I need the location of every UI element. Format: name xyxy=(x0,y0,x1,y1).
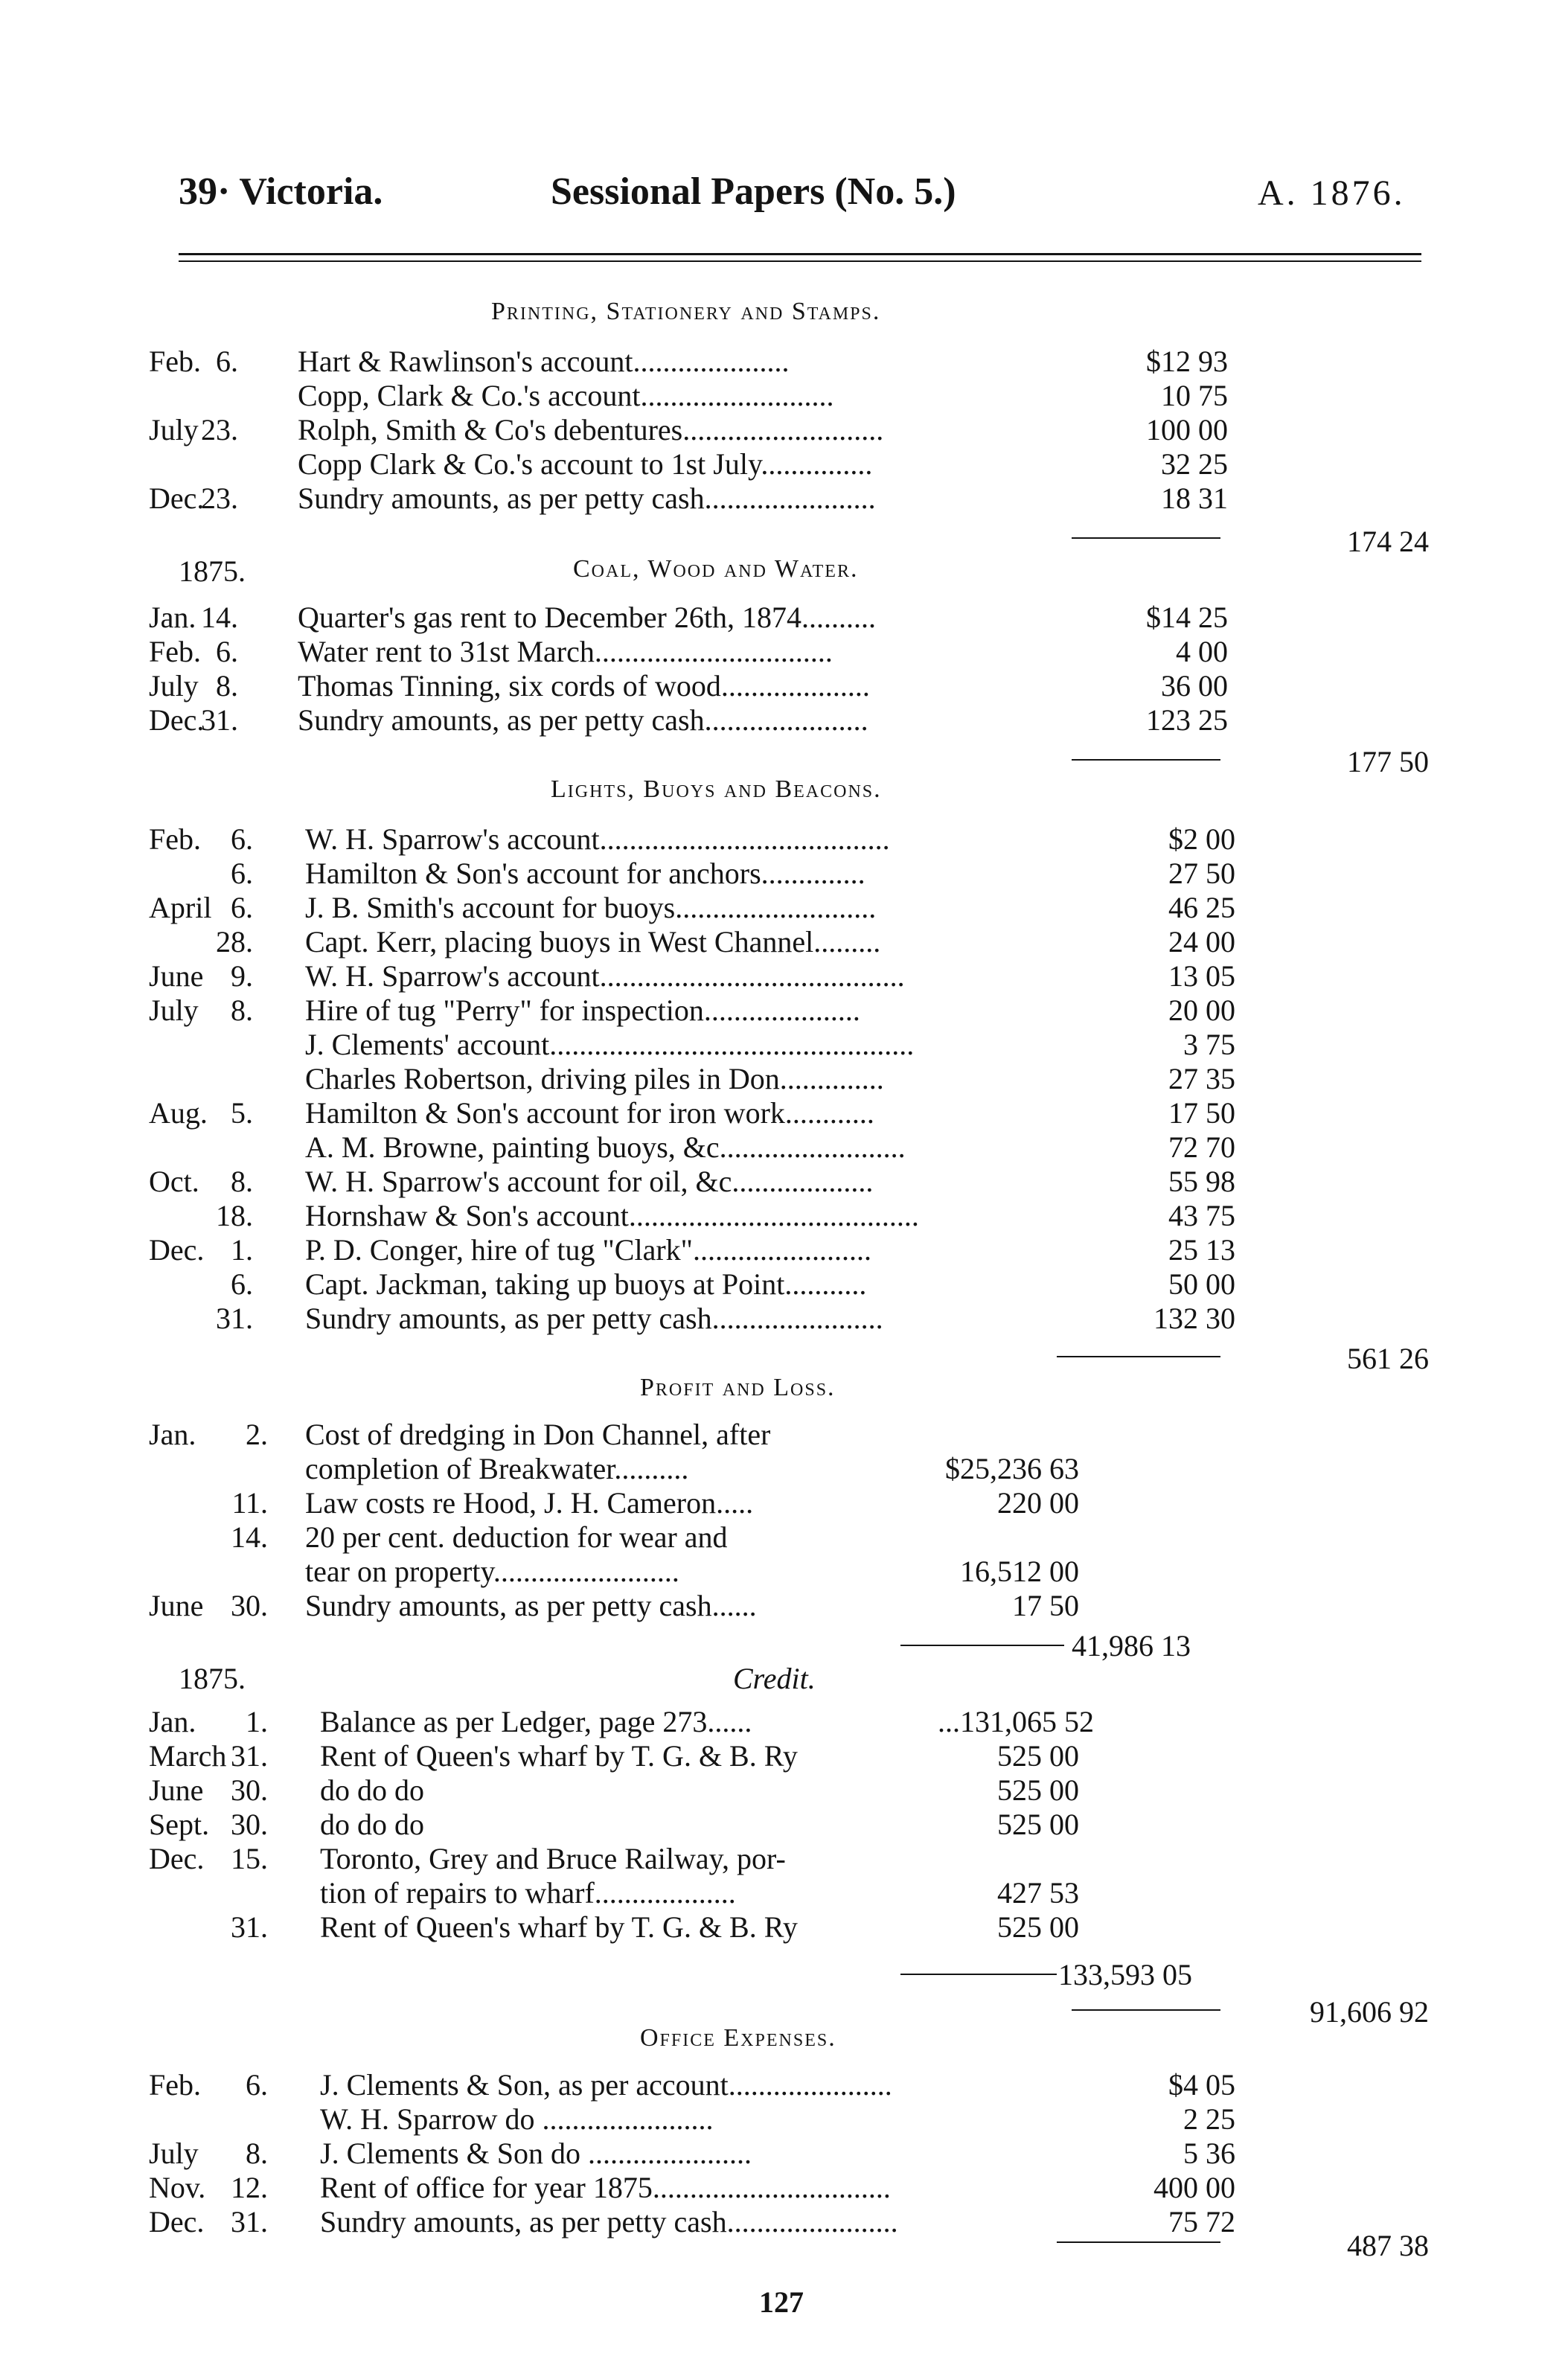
ledger-row xyxy=(149,1807,1265,1841)
entry-amount: 17 50 xyxy=(1012,1589,1079,1622)
entry-amount: 50 00 xyxy=(1168,1267,1235,1301)
entry-day: 30. xyxy=(231,1773,268,1807)
entry-amount: 2 25 xyxy=(1183,2102,1235,2136)
entry-month: Feb. xyxy=(149,635,201,668)
ledger-row xyxy=(149,1520,1265,1554)
ledger-row xyxy=(149,2170,1265,2204)
section-title-office: Office Expenses. xyxy=(640,2024,836,2052)
entry-day: 31. xyxy=(201,703,238,737)
subtotal-rule xyxy=(900,1645,1064,1646)
ledger-row xyxy=(149,924,1265,959)
entry-month: Dec. xyxy=(149,481,205,515)
entry-amount: 3 75 xyxy=(1183,1028,1235,1061)
entry-description: Toronto, Grey and Bruce Railway, por- xyxy=(320,1842,786,1875)
entry-month: Dec. xyxy=(149,1233,205,1267)
subtotal-rule xyxy=(1072,537,1220,539)
entry-description: J. Clements & Son, as per account...................... xyxy=(320,2068,892,2102)
entry-month: Dec. xyxy=(149,1842,205,1875)
section-total-lights: 561 26 xyxy=(1347,1342,1429,1375)
header-rule-bottom xyxy=(179,260,1421,262)
entry-month: Feb. xyxy=(149,2068,201,2102)
entry-day: 8. xyxy=(216,669,238,703)
entry-month: Sept. xyxy=(149,1808,210,1841)
entry-amount: 525 00 xyxy=(997,1808,1079,1841)
ledger-row xyxy=(149,1841,1265,1875)
ledger-row xyxy=(149,412,1265,447)
entry-month: June xyxy=(149,1773,204,1807)
ledger-row xyxy=(149,1417,1265,1451)
entry-day: 23. xyxy=(201,413,238,447)
ledger-row xyxy=(149,447,1265,481)
entry-amount: 10 75 xyxy=(1161,379,1228,412)
entry-description: Quarter's gas rent to December 26th, 1874.......... xyxy=(298,601,876,634)
entry-day: 31. xyxy=(231,1739,268,1773)
entry-description: Sundry amounts, as per petty cash...................... xyxy=(298,703,868,737)
entry-amount: 36 00 xyxy=(1161,669,1228,703)
entry-day: 8. xyxy=(246,2137,268,2170)
entry-description: Thomas Tinning, six cords of wood.................... xyxy=(298,669,870,703)
ledger-row xyxy=(149,890,1265,924)
ledger-row xyxy=(149,1164,1265,1198)
entry-amount: 17 50 xyxy=(1168,1096,1235,1130)
entry-month: Jan. xyxy=(149,1418,196,1451)
ledger-row xyxy=(149,1095,1265,1130)
entry-description: Sundry amounts, as per petty cash...... xyxy=(305,1589,757,1622)
entry-day: 15. xyxy=(231,1842,268,1875)
ledger-row xyxy=(149,1485,1265,1520)
entry-day: 8. xyxy=(231,1165,253,1198)
entry-amount: 32 25 xyxy=(1161,447,1228,481)
ledger-row xyxy=(149,1910,1265,1944)
entry-day: 8. xyxy=(231,993,253,1027)
entry-amount: 132 30 xyxy=(1153,1302,1235,1335)
ledger-row xyxy=(149,1301,1265,1335)
ledger-row xyxy=(149,1267,1265,1301)
entry-day: 1. xyxy=(246,1705,268,1738)
ledger-row xyxy=(149,600,1265,634)
entry-month: Jan. xyxy=(149,601,196,634)
entry-amount: 20 00 xyxy=(1168,993,1235,1027)
entry-day: 11. xyxy=(231,1486,268,1520)
entry-month: July xyxy=(149,413,199,447)
entry-day: 6. xyxy=(231,891,253,924)
entry-description: tion of repairs to wharf................... xyxy=(320,1876,736,1910)
entry-description: Charles Robertson, driving piles in Don.............. xyxy=(305,1062,884,1095)
entry-month: July xyxy=(149,993,199,1027)
entry-amount: 18 31 xyxy=(1161,481,1228,515)
ledger-row xyxy=(149,1554,1265,1588)
entry-month: Feb. xyxy=(149,345,201,378)
entry-day: 1. xyxy=(231,1233,253,1267)
entry-day: 6. xyxy=(216,635,238,668)
ledger-row xyxy=(149,1232,1265,1267)
section-total-profit: 91,606 92 xyxy=(1310,1995,1429,2029)
entry-description: completion of Breakwater.......... xyxy=(305,1452,689,1485)
entry-amount: 25 13 xyxy=(1168,1233,1235,1267)
entry-description: tear on property......................... xyxy=(305,1555,679,1588)
ledger-row xyxy=(149,1061,1265,1095)
entry-day: 2. xyxy=(246,1418,268,1451)
entry-description: Capt. Jackman, taking up buoys at Point........... xyxy=(305,1267,867,1301)
entry-amount: 43 75 xyxy=(1168,1199,1235,1232)
entry-day: 14. xyxy=(231,1520,268,1554)
entry-day: 6. xyxy=(246,2068,268,2102)
year-label: 1875. xyxy=(179,554,246,588)
entry-description: Rent of office for year 1875................................ xyxy=(320,2171,891,2204)
ledger-row xyxy=(149,1738,1265,1773)
entry-amount: 55 98 xyxy=(1168,1165,1235,1198)
ledger-row xyxy=(149,822,1265,856)
subtotal-rule xyxy=(1057,2241,1220,2243)
credit-year-label: 1875. xyxy=(179,1662,246,1695)
ledger-row xyxy=(149,1027,1265,1061)
ledger-row xyxy=(149,703,1265,737)
section-total-coal: 177 50 xyxy=(1347,745,1429,778)
credit-label: Credit. xyxy=(733,1662,816,1695)
section-total-office: 487 38 xyxy=(1347,2229,1429,2262)
entry-amount: $4 05 xyxy=(1168,2068,1235,2102)
section-title-profit: Profit and Loss. xyxy=(640,1374,836,1401)
entry-description: Sundry amounts, as per petty cash....................... xyxy=(305,1302,883,1335)
entry-amount: $12 93 xyxy=(1146,345,1228,378)
entry-month: July xyxy=(149,2137,199,2170)
entry-amount: 427 53 xyxy=(997,1876,1079,1910)
section-total-printing: 174 24 xyxy=(1347,525,1429,558)
ledger-row xyxy=(149,1198,1265,1232)
ledger-row xyxy=(149,481,1265,515)
entry-day: 12. xyxy=(231,2171,268,2204)
page-number: 127 xyxy=(759,2285,804,2319)
ledger-row xyxy=(149,344,1265,378)
entry-day: 31. xyxy=(216,1302,253,1335)
ledger-row xyxy=(149,668,1265,703)
entry-description: W. H. Sparrow's account....................................... xyxy=(305,822,890,856)
entry-amount: 27 35 xyxy=(1168,1062,1235,1095)
ledger-row xyxy=(149,634,1265,668)
entry-day: 30. xyxy=(231,1589,268,1622)
entry-description: do do do xyxy=(320,1773,424,1807)
entry-amount: 5 36 xyxy=(1183,2137,1235,2170)
ledger-row xyxy=(149,2136,1265,2170)
entry-month: March xyxy=(149,1739,227,1773)
subtotal-rule xyxy=(1072,2009,1220,2011)
entry-description: J. Clements' account................................................. xyxy=(305,1028,915,1061)
entry-day: 23. xyxy=(201,481,238,515)
entry-month: Jan. xyxy=(149,1705,196,1738)
entry-description: Water rent to 31st March................................ xyxy=(298,635,833,668)
ledger-row xyxy=(149,1588,1265,1622)
entry-amount: 72 70 xyxy=(1168,1130,1235,1164)
entry-amount: 123 25 xyxy=(1146,703,1228,737)
entry-amount: 525 00 xyxy=(997,1910,1079,1944)
running-head-left: 39· Victoria. xyxy=(179,170,383,213)
entry-description: Hart & Rawlinson's account..................... xyxy=(298,345,790,378)
entry-amount: 46 25 xyxy=(1168,891,1235,924)
ledger-row xyxy=(149,1773,1265,1807)
entry-description: Copp, Clark & Co.'s account.......................... xyxy=(298,379,834,412)
entry-day: 9. xyxy=(231,959,253,993)
ledger-row xyxy=(149,993,1265,1027)
entry-month: June xyxy=(149,1589,204,1622)
entry-day: 6. xyxy=(231,857,253,890)
entry-description: do do do xyxy=(320,1808,424,1841)
subtotal-rule xyxy=(900,1974,1057,1975)
entry-description: Hornshaw & Son's account....................................... xyxy=(305,1199,919,1232)
entry-amount: 525 00 xyxy=(997,1739,1079,1773)
entry-description: Cost of dredging in Don Channel, after xyxy=(305,1418,771,1451)
entry-amount: 16,512 00 xyxy=(960,1555,1079,1588)
entry-month: July xyxy=(149,669,199,703)
entry-description: W. H. Sparrow's account for oil, &c................... xyxy=(305,1165,874,1198)
entry-month: Oct. xyxy=(149,1165,199,1198)
entry-amount: 27 50 xyxy=(1168,857,1235,890)
ledger-row xyxy=(149,378,1265,412)
entry-day: 6. xyxy=(231,822,253,856)
subtotal-rule xyxy=(1072,759,1220,761)
entry-amount: 220 00 xyxy=(997,1486,1079,1520)
ledger-row xyxy=(149,2102,1265,2136)
entry-month: June xyxy=(149,959,204,993)
entry-day: 28. xyxy=(216,925,253,959)
entry-description: Hire of tug "Perry" for inspection..................... xyxy=(305,993,860,1027)
entry-amount: 525 00 xyxy=(997,1773,1079,1807)
entry-description: Copp Clark & Co.'s account to 1st July............... xyxy=(298,447,873,481)
entry-description: Hamilton & Son's account for iron work............ xyxy=(305,1096,874,1130)
entry-description: Sundry amounts, as per petty cash....................... xyxy=(320,2205,898,2238)
entry-description: Capt. Kerr, placing buoys in West Channel......... xyxy=(305,925,881,959)
ledger-row xyxy=(149,959,1265,993)
entry-day: 31. xyxy=(231,2205,268,2238)
ledger-row xyxy=(149,1704,1265,1738)
entry-amount: 24 00 xyxy=(1168,925,1235,959)
entry-day: 5. xyxy=(231,1096,253,1130)
entry-amount: 100 00 xyxy=(1146,413,1228,447)
ledger-row xyxy=(149,2067,1265,2102)
entry-amount: 13 05 xyxy=(1168,959,1235,993)
entry-day: 18. xyxy=(216,1199,253,1232)
entry-amount: ...131,065 52 xyxy=(938,1705,1094,1738)
entry-day: 30. xyxy=(231,1808,268,1841)
entry-description: Balance as per Ledger, page 273...... xyxy=(320,1705,752,1738)
entry-description: Rent of Queen's wharf by T. G. & B. Ry xyxy=(320,1739,798,1773)
entry-month: Nov. xyxy=(149,2171,206,2204)
entry-day: 6. xyxy=(216,345,238,378)
ledger-row xyxy=(149,1875,1265,1910)
section-title-lights: Lights, Buoys and Beacons. xyxy=(551,775,882,803)
entry-amount: $2 00 xyxy=(1168,822,1235,856)
entry-description: J. Clements & Son do ...................... xyxy=(320,2137,752,2170)
entry-month: Dec. xyxy=(149,2205,205,2238)
entry-description: J. B. Smith's account for buoys........................... xyxy=(305,891,877,924)
entry-amount: 4 00 xyxy=(1176,635,1228,668)
entry-description: P. D. Conger, hire of tug "Clark"........................ xyxy=(305,1233,871,1267)
entry-description: Rent of Queen's wharf by T. G. & B. Ry xyxy=(320,1910,798,1944)
entry-amount: $14 25 xyxy=(1146,601,1228,634)
section-title-coal: Coal, Wood and Water. xyxy=(573,555,859,583)
entry-description: Sundry amounts, as per petty cash....................... xyxy=(298,481,876,515)
header-rule-top xyxy=(179,253,1421,255)
entry-description: 20 per cent. deduction for wear and xyxy=(305,1520,728,1554)
entry-month: Aug. xyxy=(149,1096,208,1130)
entry-month: April xyxy=(149,891,212,924)
running-head-title: Sessional Papers (No. 5.) xyxy=(551,170,956,213)
ledger-row xyxy=(149,1130,1265,1164)
ledger-row xyxy=(149,1451,1265,1485)
entry-amount: 400 00 xyxy=(1153,2171,1235,2204)
ledger-row xyxy=(149,2204,1265,2238)
section-title-printing: Printing, Stationery and Stamps. xyxy=(491,298,881,325)
entry-description: Hamilton & Son's account for anchors.............. xyxy=(305,857,865,890)
entry-description: W. H. Sparrow's account......................................... xyxy=(305,959,905,993)
entry-day: 6. xyxy=(231,1267,253,1301)
entry-description: A. M. Browne, painting buoys, &c......................... xyxy=(305,1130,906,1164)
entry-day: 31. xyxy=(231,1910,268,1944)
subtotal-rule xyxy=(1057,1356,1220,1357)
entry-day: 14. xyxy=(201,601,238,634)
entry-amount: $25,236 63 xyxy=(945,1452,1079,1485)
running-head-right: A. 1876. xyxy=(1258,173,1406,213)
profit-debit-total: 41,986 13 xyxy=(1072,1629,1191,1662)
entry-month: Dec. xyxy=(149,703,205,737)
entry-description: Law costs re Hood, J. H. Cameron..... xyxy=(305,1486,754,1520)
ledger-row xyxy=(149,856,1265,890)
entry-description: W. H. Sparrow do ....................... xyxy=(320,2102,714,2136)
entry-amount: 75 72 xyxy=(1168,2205,1235,2238)
entry-month: Feb. xyxy=(149,822,201,856)
entry-description: Rolph, Smith & Co's debentures........................... xyxy=(298,413,884,447)
profit-credit-total: 133,593 05 xyxy=(1058,1958,1192,1991)
